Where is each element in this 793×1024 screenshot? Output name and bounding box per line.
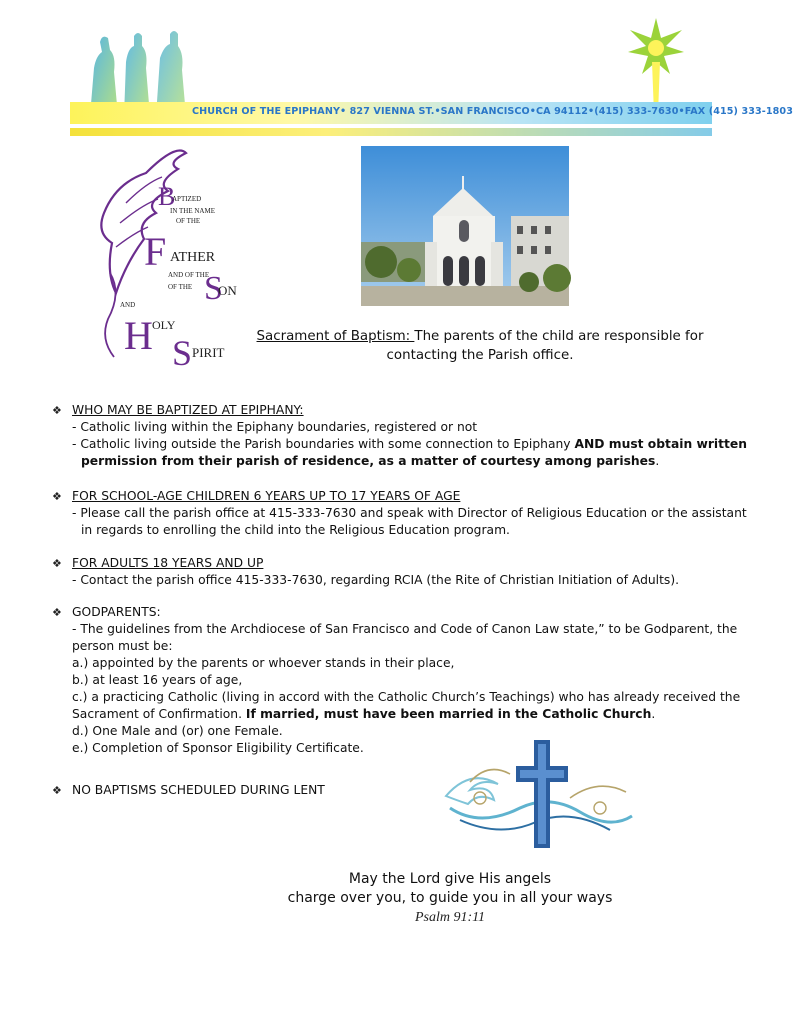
svg-text:APTIZED: APTIZED [172,195,202,203]
section-who [72,402,752,470]
section-lent [72,782,412,799]
church-photo [361,146,569,306]
section-line: - Please call the parish office at 415-333-7630 and speak with Director of Religious Education or the assistant in regards to enrolling the child into the Religious Education program. [72,506,747,537]
line-end: . [651,707,656,721]
bullet-diamond-icon: ❖ [52,784,62,797]
line-text: - Catholic living outside the Parish boundaries with some connection to Epiphany [72,437,575,451]
svg-text:S: S [172,333,193,373]
bullet-diamond-icon: ❖ [52,606,62,619]
svg-text:IN THE NAME: IN THE NAME [170,207,215,215]
section-line: - Contact the parish office 415-333-7630, regarding RCIA (the Rite of Christian Initiation of Adults). [72,573,680,587]
svg-text:S: S [204,270,223,307]
svg-text:AND OF THE: AND OF THE [168,271,210,279]
svg-text:H: H [124,313,153,358]
bullet-diamond-icon: ❖ [52,557,62,570]
section-line: e.) Completion of Sponsor Eligibility Certificate. [72,741,364,755]
svg-text:ON: ON [218,283,237,298]
section-heading: WHO MAY BE BAPTIZED AT EPIPHANY: [72,403,304,417]
letterhead [70,28,793,140]
dove-icon [86,143,237,383]
section-heading: FOR SCHOOL-AGE CHILDREN 6 YEARS UP TO 17 YEARS OF AGE [72,489,461,503]
blessing-line: May the Lord give His angels [348,871,552,887]
section-line: a.) appointed by the parents or whoever stands in their place, [72,656,455,670]
blessing-verse [230,870,670,927]
svg-text:B: B [158,182,176,211]
section-line: b.) at least 16 years of age, [72,673,243,687]
blessing-line: charge over you, to guide you in all your ways [287,890,613,906]
cross-icon [440,738,636,850]
section-heading: FOR ADULTS 18 YEARS AND UP [72,556,264,570]
svg-text:OF THE: OF THE [168,283,193,291]
section-heading: GODPARENTS: [72,605,161,619]
section-heading: NO BAPTISMS SCHEDULED DURING LENT [72,783,325,797]
section-godparents [72,604,744,757]
svg-text:AND: AND [120,301,136,309]
section-school [72,488,752,539]
section-adults [72,555,752,589]
section-line: d.) One Male and (or) one Female. [72,724,283,738]
svg-text:PIRIT: PIRIT [192,345,225,360]
section-line [72,436,752,470]
intro-paragraph [220,327,740,365]
psalm-citation: Psalm 91:11 [414,910,486,925]
parish-address: CHURCH OF THE EPIPHANY• 827 VIENNA ST.•SAN FRANCISCO•CA 94112•(415) 333-7630•FAX (415) 333-1803 [192,106,793,117]
intro-text: The parents of the child are responsible for contacting the Parish office. [386,329,704,363]
bullet-diamond-icon: ❖ [52,490,62,503]
star-icon [628,18,684,114]
intro-lead: Sacrament of Baptism: [256,329,415,344]
line-end: . [655,454,660,468]
svg-text:OF THE: OF THE [176,217,201,225]
section-line: - Catholic living within the Epiphany boundaries, registered or not [72,420,478,434]
svg-text:ATHER: ATHER [170,250,216,265]
line-bold: AND must obtain written permission from their parish of residence, as a matter of courtesy among parishes [81,437,747,468]
svg-text:OLY: OLY [152,318,176,332]
line-text: c.) a practicing Catholic (living in accord with the Catholic Church’s Teachings) who has already received the Sacrament of Confirmation. [72,690,741,721]
line-bold: If married, must have been married in the Catholic Church [245,707,652,721]
section-line [72,689,744,723]
bullet-diamond-icon: ❖ [52,404,62,417]
svg-text:F: F [144,229,167,274]
section-line: - The guidelines from the Archdiocese of San Francisco and Code of Canon Law state,” to be Godparent, the person must be: [72,622,738,653]
